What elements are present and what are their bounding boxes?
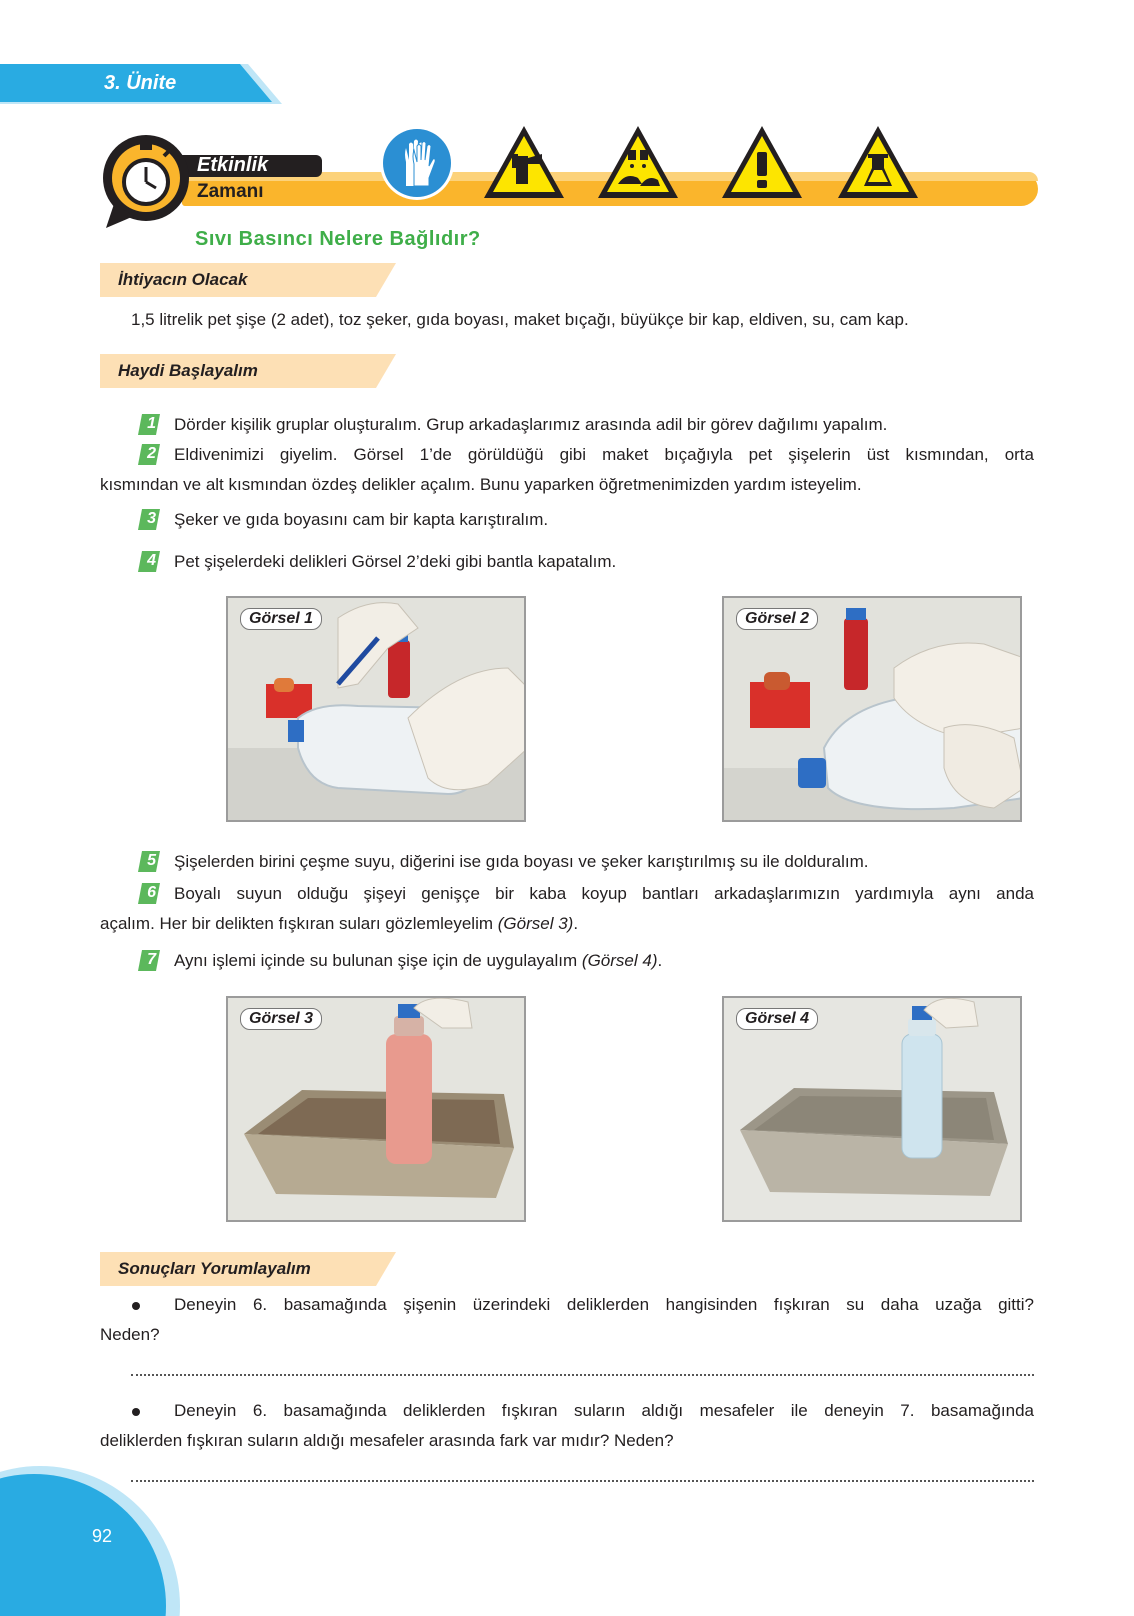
- page-number: 92: [92, 1526, 113, 1546]
- materials-heading: [100, 263, 396, 297]
- activity-title: Sıvı Basıncı Nelere Bağlıdır?: [195, 228, 481, 250]
- chemical-hazard-icon: [836, 124, 920, 200]
- answer-line[interactable]: [131, 1374, 1034, 1376]
- question-text-continued: deliklerden fışkıran suların aldığı mesafeler arasında fark var mıdır? Neden?: [100, 1431, 674, 1450]
- unit-label: 3. Ünite: [104, 72, 177, 94]
- figure-4: [722, 996, 1022, 1222]
- materials-text: 1,5 litrelik pet şişe (2 adet), toz şeker, gıda boyası, maket bıçağı, büyükçe bir kap, eldiven, su, cam kap.: [131, 310, 909, 329]
- bullet: [132, 1408, 140, 1416]
- step-number: 7: [138, 950, 160, 971]
- cut-hazard-icon: [482, 124, 566, 200]
- step-text-continued: açalım. Her bir delikten fışkıran suları gözlemleyelim (Görsel 3).: [100, 914, 579, 933]
- figure-label: Görsel 2: [736, 608, 818, 630]
- step-text-continued: kısmından ve alt kısmından özdeş delikler açalım. Bunu yaparken öğretmenimizden yardım isteyelim.: [100, 475, 862, 494]
- procedure-heading: [100, 354, 396, 388]
- answer-line[interactable]: [131, 1480, 1034, 1482]
- figure-4-illustration: [724, 998, 1022, 1222]
- step-text: Eldivenimizi giyelim. Görsel 1’de görüldüğü gibi maket bıçağıyla pet şişelerin üst kısmından, orta: [174, 445, 1034, 464]
- bullet: [132, 1302, 140, 1310]
- step-text: Aynı işlemi içinde su bulunan şişe için de uygulayalım (Görsel 4).: [174, 951, 663, 970]
- figure-label: Görsel 3: [240, 1008, 322, 1030]
- figure-2: [722, 596, 1022, 822]
- step-number: 4: [138, 551, 160, 572]
- results-heading-text: Sonuçları Yorumlayalım: [118, 1259, 311, 1278]
- step-number: 1: [138, 414, 160, 435]
- step-text: Dörder kişilik gruplar oluşturalım. Grup arkadaşlarımız arasında adil bir görev dağılımı yapalım.: [174, 415, 888, 434]
- figure-3-illustration: [228, 998, 526, 1222]
- step-number: 6: [138, 883, 160, 904]
- procedure-heading-text: Haydi Başlayalım: [118, 361, 258, 380]
- question-text: Deneyin 6. basamağında deliklerden fışkıran suların aldığı mesafeler ile deneyin 7. basamağında: [174, 1401, 1034, 1420]
- figure-label: Görsel 4: [736, 1008, 818, 1030]
- activity-label-line1: Etkinlik: [197, 154, 269, 176]
- step-number: 5: [138, 851, 160, 872]
- materials-heading-text: İhtiyacın Olacak: [118, 270, 248, 289]
- figure-2-illustration: [724, 598, 1022, 822]
- results-heading: [100, 1252, 396, 1286]
- step-number: 2: [138, 444, 160, 465]
- step-text: Şişelerden birini çeşme suyu, diğerini ise gıda boyası ve şeker karıştırılmış su ile dolduralım.: [174, 852, 869, 871]
- question-text-continued: Neden?: [100, 1325, 160, 1344]
- figure-1: [226, 596, 526, 822]
- warning-icon: [720, 124, 804, 200]
- figure-1-illustration: [228, 598, 526, 822]
- figure-label: Görsel 1: [240, 608, 322, 630]
- step-number: 3: [138, 509, 160, 530]
- activity-label-line2: Zamanı: [197, 181, 264, 202]
- page-number-circle: [0, 1466, 180, 1616]
- question-text: Deneyin 6. basamağında şişenin üzerindeki deliklerden hangisinden fışkıran su daha uzağa gitti?: [174, 1295, 1034, 1314]
- step-text: Pet şişelerdeki delikleri Görsel 2’deki gibi bantla kapatalım.: [174, 552, 617, 571]
- figure-3: [226, 996, 526, 1222]
- corrosive-hazard-icon: [596, 124, 680, 200]
- step-text: Şeker ve gıda boyasını cam bir kapta karıştıralım.: [174, 510, 549, 529]
- stopwatch-icon: [100, 132, 192, 232]
- step-text: Boyalı suyun olduğu şişeyi genişçe bir kaba koyup bantları arkadaşlarımızın yardımıyla aynı anda: [174, 884, 1034, 903]
- gloves-icon: [378, 124, 456, 202]
